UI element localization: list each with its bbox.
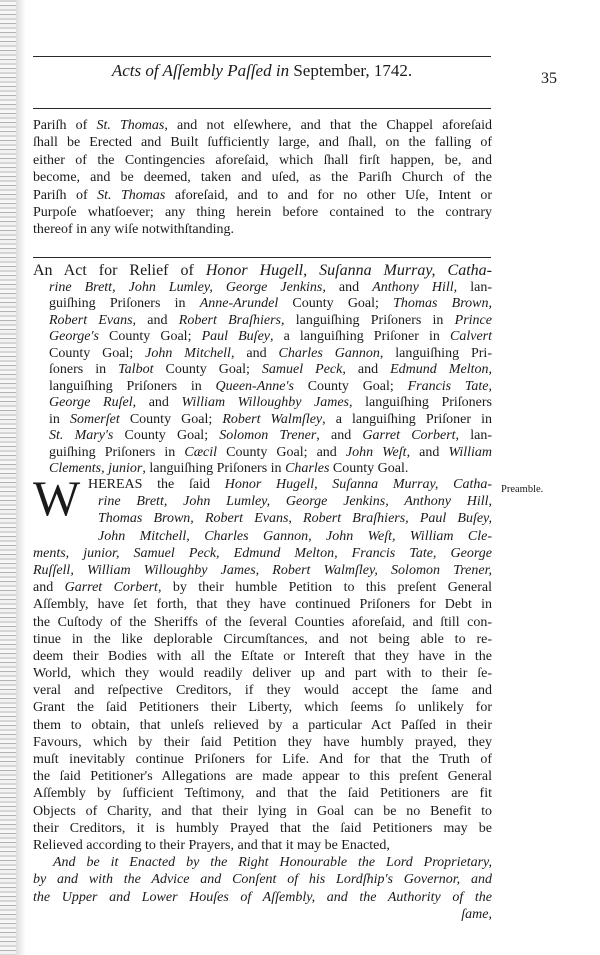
italic-text: Honor Hugell, Suſanna Murray, Catha- — [224, 477, 493, 492]
roman-text: and — [33, 580, 65, 596]
text-line — [33, 596, 492, 613]
italic-text: George's — [49, 329, 99, 344]
preamble-paragraph — [33, 470, 493, 923]
roman-text: , languiſhing Priſoners — [349, 395, 492, 410]
text-line — [33, 837, 492, 854]
roman-text: , languiſhing Pri- — [379, 345, 492, 361]
roman-text: World, which they would readily deliver up and part with to their ſe- — [33, 666, 492, 682]
roman-text: ſoners in — [49, 362, 119, 377]
text-line — [33, 528, 492, 545]
roman-text: , lan- — [455, 428, 492, 443]
roman-text: languiſhing Priſoners in — [49, 378, 216, 394]
italic-text: Charles Gannon — [278, 345, 380, 361]
text-line — [33, 579, 492, 596]
italic-text: Ruſſell, William Willoughby James, Robert Walmſley, Solomon Trener, — [33, 562, 492, 578]
text-line — [33, 734, 492, 751]
roman-text: in — [49, 411, 70, 427]
text-line — [33, 648, 492, 665]
roman-text: either of the Contingencies aforeſaid, which ſhall firſt happen, be, and — [33, 152, 492, 168]
roman-text: , languiſhing Priſoners in — [142, 461, 286, 476]
roman-text: deem their Bodies with all the Eſtate or Intereſt that they have in the — [33, 648, 492, 664]
text-line — [33, 854, 492, 871]
roman-text: County Goal; — [278, 296, 394, 311]
italic-text: Anthony Hill — [372, 279, 454, 295]
italic-text: Garret Corbert — [64, 580, 158, 596]
roman-text: ſhall be Erected and Built ſufficiently large, and ſhall, on the falling of — [33, 135, 492, 151]
header-bottom-rule — [33, 108, 491, 109]
italic-text: St. Thomas — [96, 118, 165, 133]
italic-text: the Upper and Lower Houſes of Aſſembly, and the Authority of the — [33, 889, 492, 905]
text-line — [33, 221, 492, 238]
italic-text: rine Brett, John Lumley, George Jenkins, Anthony Hill, — [98, 494, 492, 510]
italic-text: Edmund Melton, — [390, 362, 492, 377]
roman-text: , by their humble Petition to this preſent General — [157, 580, 493, 596]
roman-text: County Goal; and — [217, 444, 346, 460]
text-line — [33, 665, 492, 682]
roman-text: become, and be deemed, taken and uſed, as the Pariſh Church of the — [33, 170, 492, 186]
italic-text: Queen-Anne's — [215, 378, 294, 394]
text-line — [33, 329, 492, 346]
roman-text: Relieved according to their Prayers, and that it may be Enacted, — [33, 837, 390, 853]
text-line — [33, 362, 492, 379]
italic-text: Prince — [454, 312, 492, 328]
text-line — [33, 871, 492, 888]
italic-text: Robert Braſhiers — [178, 312, 281, 328]
roman-text: , and — [342, 362, 391, 377]
roman-text: veral and reſpective Creditors, if they would accept the ſame and — [33, 683, 492, 699]
italic-text: Clements, junior — [49, 461, 143, 476]
text-line — [33, 614, 492, 631]
italic-text: Anne-Arundel — [199, 296, 279, 311]
italic-text: George Ruſel — [49, 395, 133, 410]
italic-text: Thomas Brown, — [393, 296, 492, 311]
text-line — [33, 476, 492, 493]
italic-text: St. Mary's — [49, 428, 114, 443]
text-line — [33, 906, 492, 923]
text-line — [33, 562, 492, 579]
running-head — [33, 61, 491, 81]
italic-text: ſame, — [461, 906, 492, 922]
header-top-rule — [33, 56, 491, 57]
italic-text: Calvert — [450, 329, 493, 344]
roman-text: Objects of Charity, and that their lying in Goal can be no Benefit to — [33, 803, 492, 819]
text-line — [33, 313, 492, 330]
text-line — [33, 296, 492, 313]
page-binding-shadow — [16, 0, 26, 955]
italic-text: And be it Enacted by the Right Honourable the Lord Proprietary, — [53, 855, 492, 871]
roman-text: the ſaid Petitioner's Allegations are made appear to this preſent General — [33, 769, 492, 785]
italic-text: William Willoughby James — [181, 395, 349, 410]
italic-text: by and with the Advice and Conſent of his Lordſhip's Governor, and — [33, 872, 492, 888]
italic-text: Solomon Trener — [219, 428, 317, 443]
text-line — [33, 751, 492, 768]
roman-text: , and — [132, 395, 182, 410]
text-line — [33, 204, 492, 221]
italic-text: Charles — [285, 461, 330, 476]
text-line — [33, 169, 492, 186]
margin-note-preamble: Preamble. — [501, 484, 544, 495]
text-line — [33, 493, 492, 510]
roman-text: County Goal; — [113, 428, 220, 443]
italic-text: Francis Tate, — [407, 378, 492, 394]
continued-paragraph — [33, 117, 492, 239]
italic-text: St. Thomas — [97, 187, 166, 203]
text-line — [33, 545, 492, 562]
text-line — [33, 152, 492, 169]
italic-text: Garret Corbert — [362, 428, 456, 443]
text-line — [33, 785, 492, 802]
roman-text: thereof in any wiſe notwithſtanding. — [33, 222, 235, 238]
roman-text: Aſſembly, have ſet forth, that they have continued Priſoners for Debt in — [33, 597, 492, 613]
italic-text: Paul Buſey — [201, 329, 270, 344]
roman-text: , and not elſewhere, and that the Chappel aforeſaid — [164, 118, 492, 133]
text-line — [33, 682, 492, 699]
running-head-date: September, 1742. — [293, 61, 413, 80]
roman-text: County Goal; — [49, 345, 146, 361]
roman-text: their Creditors, it is humbly Prayed that the ſaid Petitioners may be — [33, 820, 492, 836]
text-line — [33, 768, 492, 785]
roman-text: An Act for Relief of — [33, 262, 206, 279]
text-line — [33, 346, 492, 363]
roman-text: guiſhing Priſoners in — [49, 296, 200, 311]
italic-text: Samuel Peck — [261, 362, 343, 377]
text-line — [33, 889, 492, 906]
roman-text: Purpoſe whatſoever; any thing herein before contained to the contrary — [33, 204, 492, 220]
italic-text: John Mitchell, Charles Gannon, John Weſt, William Cle- — [98, 528, 492, 544]
text-line — [33, 445, 492, 462]
roman-text: , and — [406, 444, 449, 460]
roman-text: , languiſhing Priſoners in — [281, 312, 455, 328]
page-number: 35 — [541, 70, 557, 87]
italic-text: Honor Hugell, Suſanna Murray, Catha- — [205, 262, 492, 279]
text-line — [33, 631, 492, 648]
roman-text: Favours, which by their ſaid Petition they have humbly prayed, they — [33, 734, 492, 750]
roman-text: Aſſembly by ſufficient Teſtimony, and that the ſaid Petitioners are fit — [33, 786, 492, 802]
roman-text: , and — [230, 345, 279, 361]
text-line — [33, 280, 492, 297]
text-line — [33, 379, 492, 396]
roman-text: , lan- — [453, 279, 492, 295]
text-line — [33, 187, 492, 204]
roman-text: Pariſh of — [33, 118, 97, 133]
text-line — [33, 117, 492, 134]
roman-text: guiſhing Priſoners in — [49, 444, 185, 460]
italic-text: ments, junior, Samuel Peck, Edmund Melton, Francis Tate, George — [33, 545, 492, 561]
roman-text: and — [136, 312, 179, 328]
italic-text: Thomas Brown, Robert Evans, Robert Braſhiers, Paul Buſey, — [98, 511, 492, 527]
text-line — [33, 263, 492, 280]
text-line — [33, 699, 492, 716]
roman-text: the Cuſtody of the Sheriffs of the ſeveral Counties aforeſaid, and ſtill con- — [33, 614, 492, 630]
roman-text: County Goal; — [98, 329, 202, 344]
text-line — [33, 134, 492, 151]
italic-text: Somerſet — [69, 411, 120, 427]
text-line — [33, 412, 492, 429]
roman-text: and — [325, 279, 373, 295]
italic-text: Robert Evans, — [49, 312, 137, 328]
roman-text: County Goal; — [293, 378, 408, 394]
roman-text: County Goal; — [153, 362, 262, 377]
italic-text: William — [448, 444, 492, 460]
italic-text: rine Brett, John Lumley, George Jenkins, — [49, 279, 326, 295]
drop-cap: W — [33, 470, 81, 526]
roman-text: Grant the ſaid Petitioners their Liberty, which ſeems ſo unlikely for — [33, 700, 492, 716]
roman-text: Pariſh of — [33, 187, 98, 203]
italic-text: John Mitchell — [145, 345, 231, 361]
roman-text: them to obtain, that unleſs relieved by a particular Act Paſſed in their — [33, 717, 492, 733]
italic-text: Cæcil — [184, 444, 218, 460]
text-line — [33, 717, 492, 734]
page-binding-edge — [0, 0, 16, 955]
text-line — [33, 510, 492, 527]
roman-text: HEREAS the ſaid — [88, 477, 225, 492]
italic-text: Robert Walmſley — [222, 411, 323, 427]
roman-text: County Goal; — [119, 411, 223, 427]
roman-text: aforeſaid, and to and for no other Uſe, Intent or — [165, 187, 493, 203]
roman-text: muſt inevitably continue Priſoners for Life. And for that the Truth of — [33, 752, 492, 767]
italic-text: John Weſt — [345, 444, 407, 460]
text-line — [33, 428, 492, 445]
roman-text: , a languiſhing Priſoner in — [270, 329, 451, 344]
roman-text: County Goal. — [329, 461, 409, 476]
section-rule — [33, 257, 491, 258]
text-line — [33, 820, 492, 837]
roman-text: tinue in the like deplorable Circumſtances, and not being able to re- — [33, 631, 492, 647]
roman-text: , a languiſhing Priſoner in — [322, 411, 492, 427]
text-line — [33, 395, 492, 412]
text-line — [33, 803, 492, 820]
running-head-italic: Acts of Aſſembly Paſſed in — [111, 61, 290, 80]
italic-text: Talbot — [118, 362, 154, 377]
roman-text: , and — [316, 428, 363, 443]
act-title — [33, 263, 492, 478]
